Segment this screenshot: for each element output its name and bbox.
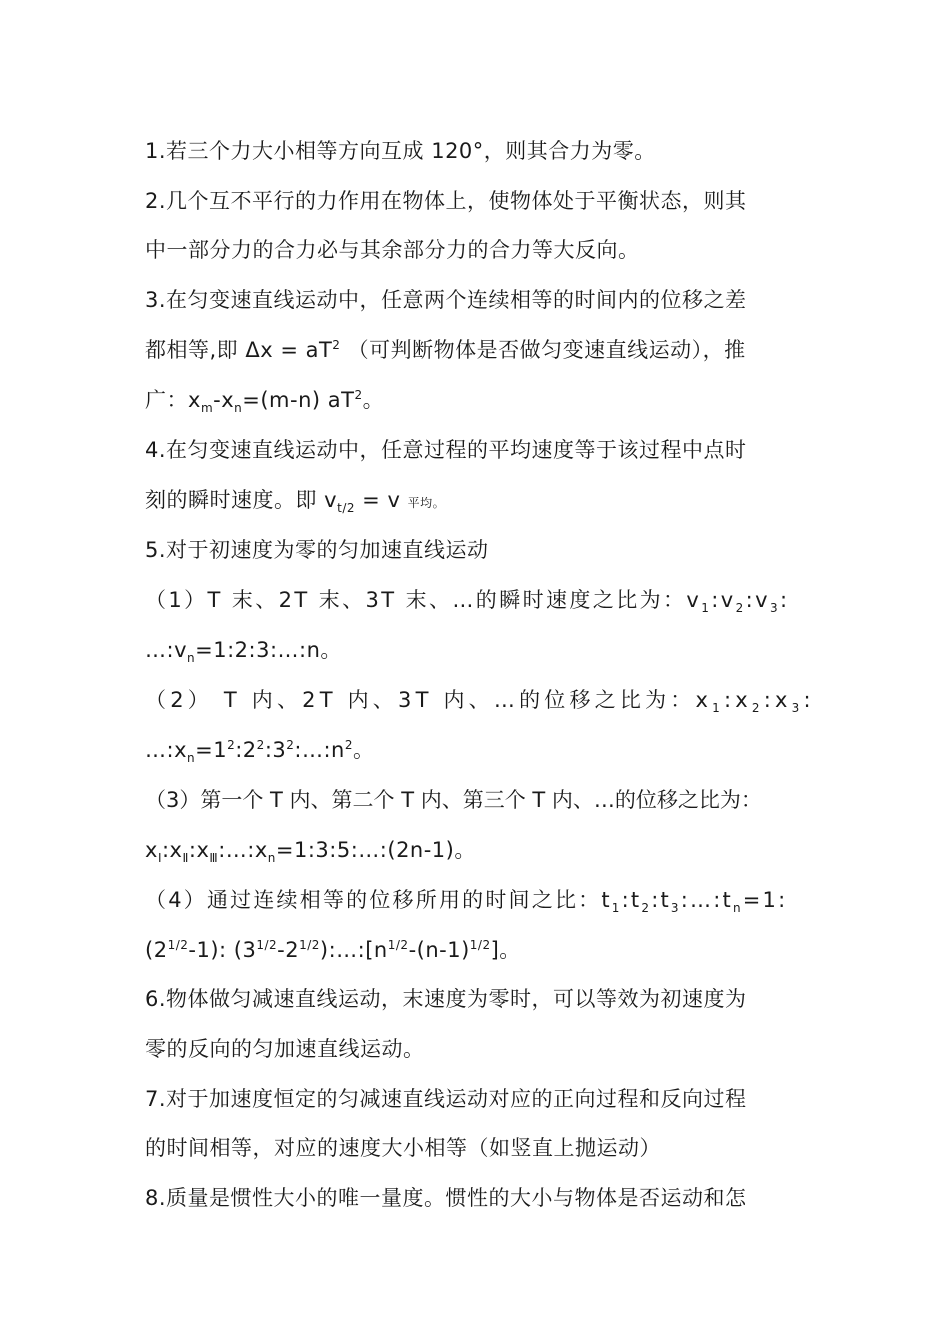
text-line-15 bbox=[145, 836, 810, 864]
text-line-4: 3.在匀变速直线运动中，任意两个连续相等的时间内的位移之差 bbox=[145, 288, 747, 312]
subscript: 1 bbox=[701, 601, 712, 616]
formula-part: :…:x bbox=[218, 838, 268, 862]
text-line-18: 6.物体做匀减速直线运动，末速度为零时，可以等效为初速度为 bbox=[145, 987, 747, 1011]
superscript: 1/2 bbox=[167, 938, 189, 952]
superscript: 1/2 bbox=[256, 938, 278, 952]
formula-part: :…:t bbox=[680, 888, 733, 912]
text-line-12 bbox=[145, 686, 815, 716]
formula-part: ]。 bbox=[490, 938, 521, 962]
subscript: 2 bbox=[641, 901, 652, 916]
text-line-19: 零的反向的匀加速直线运动。 bbox=[145, 1037, 425, 1061]
formula-part: x bbox=[145, 838, 158, 862]
subscript: n bbox=[187, 651, 196, 666]
subscript: t/2 bbox=[337, 501, 355, 516]
formula-part: :2 bbox=[235, 738, 257, 762]
subscript: 2 bbox=[751, 701, 764, 716]
formula-part: -x bbox=[213, 388, 235, 412]
formula-part: 。 bbox=[353, 738, 375, 762]
text-line-16 bbox=[145, 886, 810, 914]
subscript-avg: 平均 bbox=[407, 496, 433, 510]
text-line-11 bbox=[145, 636, 810, 664]
formula-part: =(m-n) aT bbox=[242, 388, 355, 412]
text-line-1: 1.若三个力大小相等方向互成 120°，则其合力为零。 bbox=[145, 139, 656, 163]
text-line-20: 7.对于加速度恒定的匀减速直线运动对应的正向过程和反向过程 bbox=[145, 1087, 747, 1111]
superscript: 2 bbox=[332, 338, 341, 352]
text-line-10 bbox=[145, 586, 810, 614]
formula-part: 。 bbox=[362, 388, 385, 412]
subscript: Ⅲ bbox=[209, 851, 219, 866]
text-line-9: 5.对于初速度为零的匀加速直线运动 bbox=[145, 538, 489, 562]
text-line-3: 中一部分力的合力必与其余部分力的合力等大反向。 bbox=[145, 238, 640, 262]
formula-part: …:x bbox=[145, 738, 188, 762]
line-12-start: （2） T 内、2T 内、3T 内、…的位移之比为：x bbox=[145, 688, 713, 712]
formula-part: -(n-1) bbox=[408, 938, 470, 962]
superscript: 2 bbox=[344, 738, 353, 752]
formula-part: -2 bbox=[277, 938, 300, 962]
superscript: 2 bbox=[256, 738, 265, 752]
subscript: Ⅰ bbox=[157, 851, 162, 866]
line-16-start: （4）通过连续相等的位移所用的时间之比：t bbox=[145, 888, 612, 912]
formula-part: =1:2:3:…:n。 bbox=[195, 638, 342, 662]
formula-part: :x bbox=[188, 838, 210, 862]
formula-part: :3 bbox=[264, 738, 287, 762]
subscript: 2 bbox=[735, 601, 746, 616]
formula-part: :v bbox=[711, 588, 736, 612]
formula-part: 。 bbox=[432, 496, 446, 510]
superscript: 2 bbox=[286, 738, 295, 752]
formula-part: -1): (3 bbox=[188, 938, 257, 962]
text-line-6 bbox=[145, 386, 810, 414]
text-line-17 bbox=[145, 936, 810, 964]
text-line-14: （3）第一个 T 内、第二个 T 内、第三个 T 内、…的位移之比为： bbox=[145, 788, 762, 812]
line-5-remainder: （可判断物体是否做匀变速直线运动），推 bbox=[347, 338, 746, 362]
line-6-start: 广：x bbox=[145, 388, 201, 412]
formula-part: :t bbox=[651, 888, 671, 912]
superscript: 1/2 bbox=[387, 938, 409, 952]
superscript: 2 bbox=[354, 388, 363, 402]
subscript: 1 bbox=[712, 701, 724, 716]
formula-delta-x: 都相等,即 Δx = aT bbox=[145, 338, 333, 362]
formula-part: : bbox=[779, 588, 790, 612]
subscript: 3 bbox=[769, 601, 780, 616]
formula-part: :…:n bbox=[294, 738, 345, 762]
subscript: Ⅱ bbox=[182, 851, 189, 866]
text-line-5 bbox=[145, 336, 810, 364]
formula-part: ):…:[n bbox=[319, 938, 388, 962]
subscript: n bbox=[187, 751, 196, 766]
superscript: 2 bbox=[227, 738, 236, 752]
formula-part: …:v bbox=[145, 638, 188, 662]
subscript: 1 bbox=[611, 901, 622, 916]
superscript: 1/2 bbox=[469, 938, 491, 952]
subscript: n bbox=[732, 901, 743, 916]
formula-part: = v bbox=[355, 488, 408, 512]
formula-part: :t bbox=[621, 888, 642, 912]
formula-part: (2 bbox=[145, 938, 168, 962]
formula-part: :x bbox=[763, 688, 792, 712]
formula-part: : bbox=[803, 688, 815, 712]
formula-part: :v bbox=[745, 588, 770, 612]
text-line-7: 4.在匀变速直线运动中，任意过程的平均速度等于该过程中点时 bbox=[145, 438, 747, 462]
subscript: 3 bbox=[670, 901, 681, 916]
formula-part: :x bbox=[723, 688, 752, 712]
superscript: 1/2 bbox=[299, 938, 320, 952]
subscript: 3 bbox=[791, 701, 804, 716]
text-line-13 bbox=[145, 736, 810, 764]
formula-part: =1:3:5:…:(2n-1)。 bbox=[275, 838, 476, 862]
subscript: n bbox=[267, 851, 276, 866]
subscript: m bbox=[200, 401, 214, 416]
formula-part: =1 bbox=[195, 738, 228, 762]
text-line-21: 的时间相等，对应的速度大小相等（如竖直上抛运动） bbox=[145, 1136, 661, 1160]
line-8-start: 刻的瞬时速度。即 v bbox=[145, 488, 338, 512]
subscript: n bbox=[234, 401, 243, 416]
text-line-2: 2.几个互不平行的力作用在物体上，使物体处于平衡状态，则其 bbox=[145, 189, 747, 213]
text-line-8 bbox=[145, 486, 810, 514]
formula-part: =1: bbox=[742, 888, 788, 912]
line-10-start: （1）T 末、2T 末、3T 末、…的瞬时速度之比为：v bbox=[145, 588, 702, 612]
text-line-22: 8.质量是惯性大小的唯一量度。惯性的大小与物体是否运动和怎 bbox=[145, 1186, 747, 1210]
formula-part: :x bbox=[161, 838, 183, 862]
